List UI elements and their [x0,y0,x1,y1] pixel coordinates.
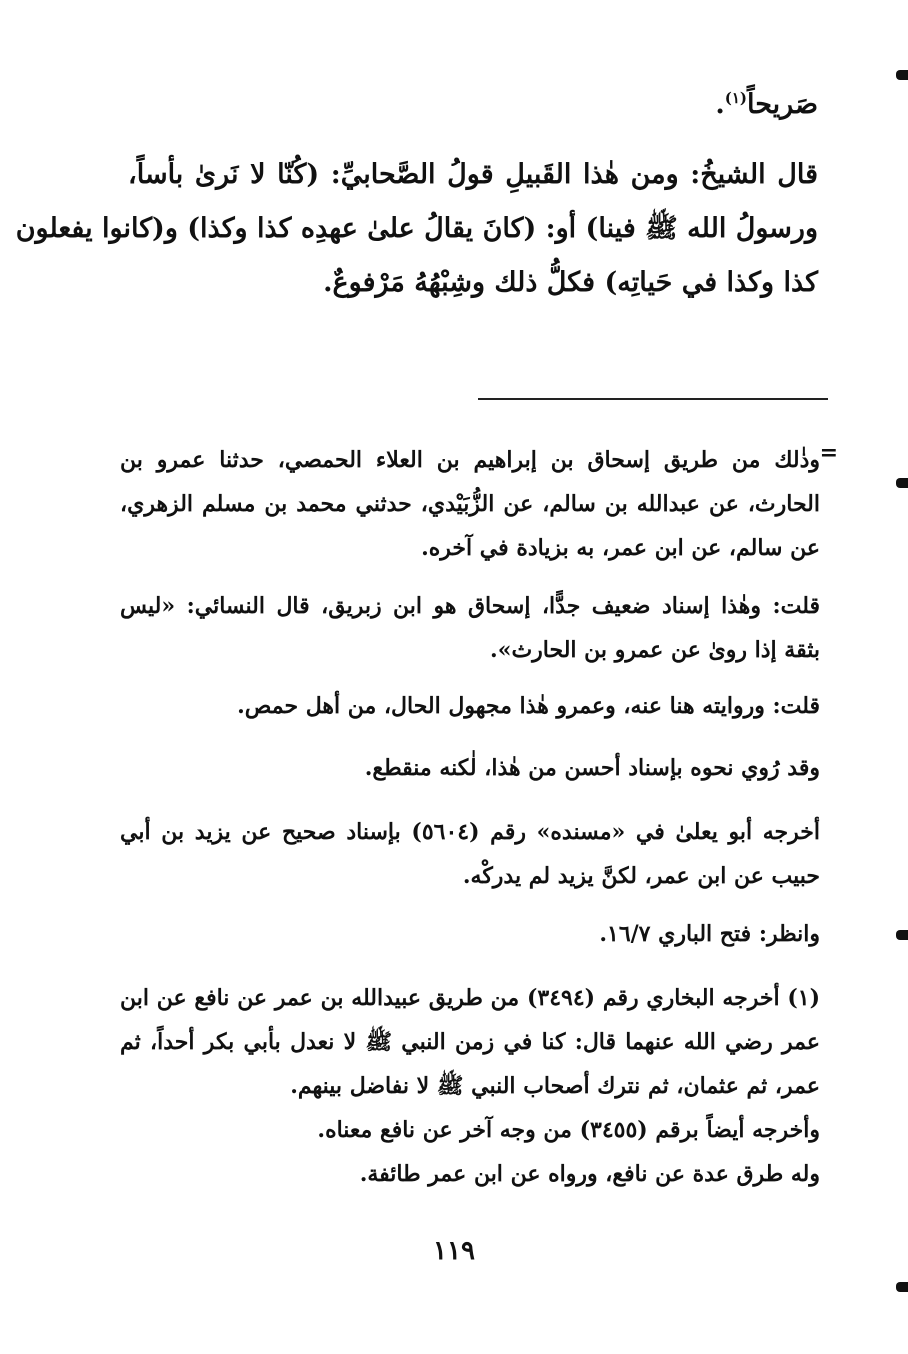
footnote-line: عمر رضي الله عنهما قال: كنا في زمن النبي ﷺ لا نعدل بأبي بكر أحداً، ثم [120,1029,821,1055]
footnote-separator [478,398,828,400]
scan-edge-mark [896,478,908,488]
footnote-line: حبيب عن ابن عمر، لكنَّ يزيد لم يدركْه. [462,863,820,889]
main-line-1-wrapper: صَريحاً$^{(١)}$. [715,89,818,120]
footnote-line: وانظر: فتح الباري ١٦/٧. [599,921,820,947]
footnote-para-2 [120,584,820,672]
scan-edge-mark [896,1282,908,1292]
main-line-1: صَريحاً [747,89,818,120]
footnote-line: عمر، ثم عثمان، ثم نترك أصحاب النبي ﷺ لا نفاضل بينهم. [290,1073,820,1099]
footnote-para-6 [120,912,820,956]
main-line-4: كذا وكذا في حَياتِه) فكلُّ ذلك وشِبْهُهُ مَرْفوعٌ. [323,267,818,298]
footnote-line: قلت: وهٰذا إسناد ضعيف جدًّا، إسحاق هو ابن زبريق، قال النسائي: «ليس [120,593,820,619]
scan-edge-mark [896,930,908,940]
main-text-block [128,78,818,132]
footnote-line: بثقة إذا روىٰ عن عمرو بن الحارث». [490,637,820,663]
footnote-para-1 [120,438,820,570]
footnote-line: وذٰلك من طريق إسحاق بن إبراهيم بن العلاء الحمصي، حدثنا عمرو بن [120,447,820,473]
footnote-para-5 [120,810,820,898]
footnote-line: وله طرق عدة عن نافع، ورواه عن ابن عمر طائفة. [359,1161,820,1187]
main-paragraph [15,148,818,310]
main-line-3: ورسولُ الله ﷺ فينا) أو: (كانَ يقالُ علىٰ عهدِه كذا وكذا) و(كانوا يفعلون [15,213,818,244]
footnote-para-4 [120,746,820,790]
footnote-reference: (١) [724,89,747,107]
footnote-para-3 [120,684,820,728]
footnote-line: وأخرجه أيضاً برقم (٣٤٥٥) من وجه آخر عن نافع معناه. [317,1117,820,1143]
footnote-1 [120,976,820,1196]
main-line-2: قال الشيخُ: ومن هٰذا القَبيلِ قولُ الصَّحابيِّ: (كُنّا لا نَرىٰ بأساً، [128,159,818,190]
footnote-line: وقد رُوي نحوه بإسناد أحسن من هٰذا، لٰكنه منقطع. [364,755,820,781]
page-number: ١١٩ [433,1236,475,1266]
footnote-line: عن سالم، عن ابن عمر، به بزيادة في آخره. [421,535,820,561]
footnote-line: (١) أخرجه البخاري رقم (٣٤٩٤) من طريق عبيدالله بن عمر عن نافع عن ابن [120,985,820,1011]
scan-edge-mark [896,70,908,80]
footnote-line: قلت: وروايته هنا عنه، وعمرو هٰذا مجهول الحال، من أهل حمص. [237,693,820,719]
footnote-line: أخرجه أبو يعلىٰ في «مسنده» رقم (٥٦٠٤) بإسناد صحيح عن يزيد بن أبي [120,819,821,845]
continuation-mark: = [819,440,838,466]
footnote-line: الحارث، عن عبدالله بن سالم، عن الزُّبَيْدي، حدثني محمد بن مسلم الزهري، [120,491,820,517]
